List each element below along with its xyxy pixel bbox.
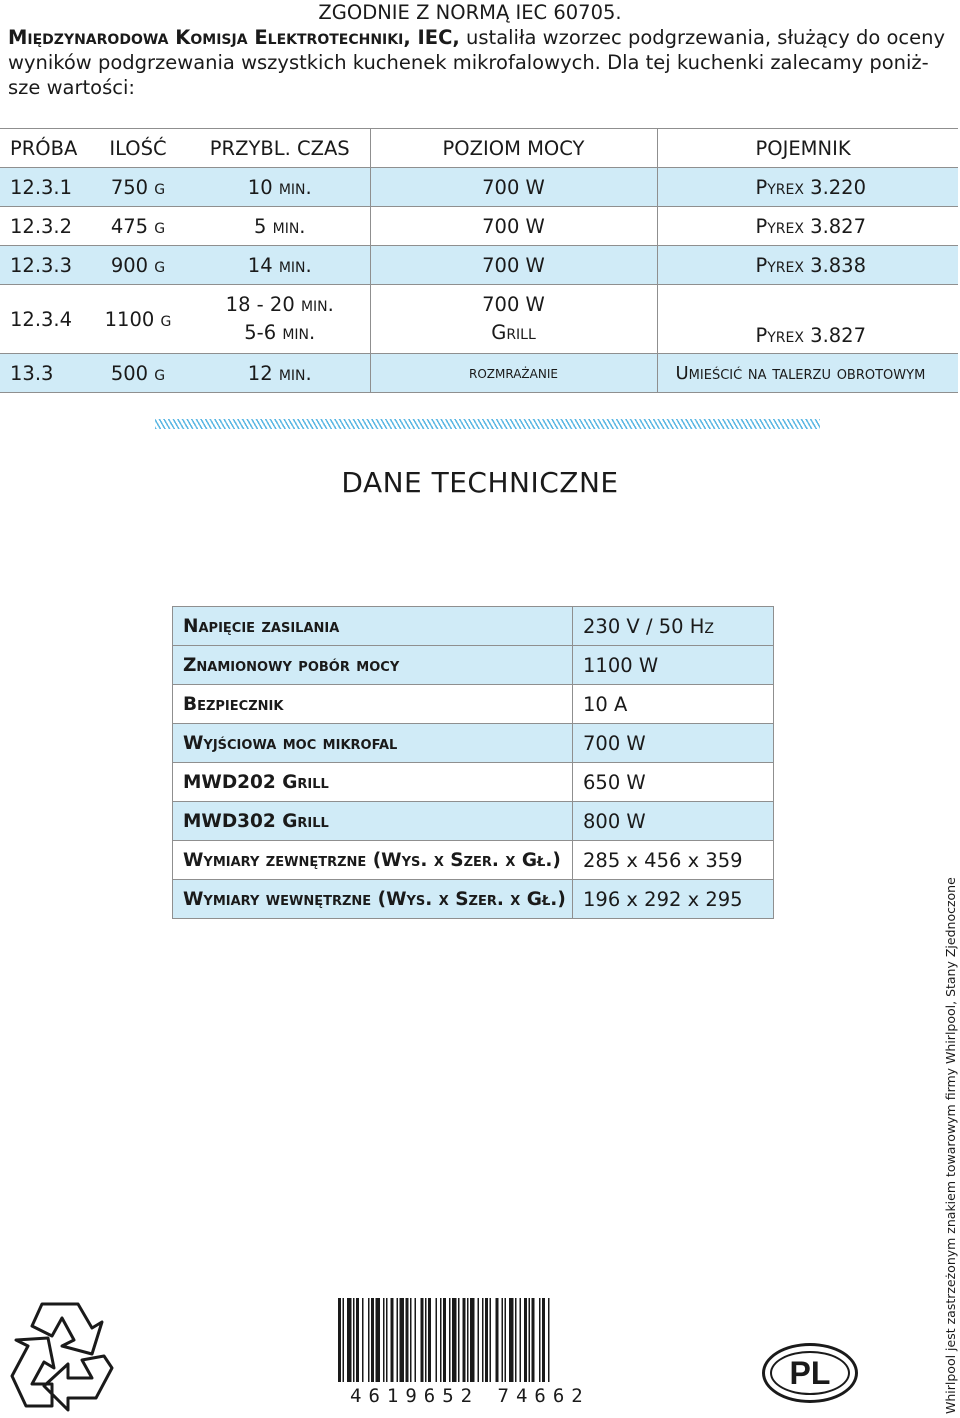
- barcode-bar: [397, 1298, 399, 1382]
- table-header-row: [0, 129, 958, 168]
- container-cell: Pyrex 3.220: [657, 168, 958, 207]
- table-row: [173, 763, 774, 802]
- header-time: PRZYBL. CZAS: [190, 129, 370, 168]
- quantity-cell: 750 g: [86, 168, 190, 207]
- spec-value: 1100 W: [573, 646, 774, 685]
- intro-text: ustaliła wzorzec podgrzewania, służący do oceny wyników podgrzewania wszystkich kuchenek mikrofalowych. Dla tej kuchenki zalecamy poniż-: [8, 26, 946, 74]
- power-cell: 700 W Grill: [370, 285, 657, 354]
- barcode-bar: [478, 1298, 480, 1382]
- barcode: [338, 1298, 620, 1382]
- container-cell: Pyrex 3.827: [657, 207, 958, 246]
- barcode-bar: [529, 1298, 531, 1382]
- time-cell: 18 - 20 min. 5-6 min.: [190, 285, 370, 354]
- barcode-bar: [458, 1298, 460, 1382]
- barcode-bar: [436, 1298, 438, 1382]
- barcode-bar: [532, 1298, 535, 1382]
- spec-value: 10 A: [573, 685, 774, 724]
- quantity-cell: 500 g: [86, 354, 190, 393]
- probe-cell: 13.3: [0, 354, 86, 393]
- table-row: [0, 207, 958, 246]
- spec-value: 650 W: [573, 763, 774, 802]
- spec-value: 800 W: [573, 802, 774, 841]
- barcode-bar: [371, 1298, 374, 1382]
- spec-label: Wymiary zewnętrzne (Wys. x Szer. x Gł.): [173, 841, 573, 880]
- container-cell: Umieścić na talerzu obrotowym: [657, 354, 958, 393]
- barcode-bar: [400, 1298, 405, 1382]
- recycle-icon: [4, 1298, 120, 1416]
- quantity-cell: 900 g: [86, 246, 190, 285]
- barcode-bar: [515, 1298, 517, 1382]
- barcode-bar: [376, 1298, 381, 1382]
- spec-label: Znamionowy pobór mocy: [173, 646, 573, 685]
- barcode-bar: [343, 1298, 345, 1382]
- spec-label: MWD302 Grill: [173, 802, 573, 841]
- barcode-bar: [440, 1298, 442, 1382]
- probe-cell: 12.3.1: [0, 168, 86, 207]
- trademark-note: Whirlpool jest zastrzeżonym znakiem towarowym firmy Whirlpool, Stany Zjednoczone: [943, 877, 958, 1414]
- barcode-bar: [524, 1298, 527, 1382]
- barcode-bar: [347, 1298, 352, 1382]
- barcode-bar: [548, 1298, 550, 1382]
- table-row: [173, 802, 774, 841]
- power-cell: 700 W: [370, 168, 657, 207]
- probe-cell: 12.3.3: [0, 246, 86, 285]
- header-container: POJEMNIK: [657, 129, 958, 168]
- power-cell: 700 W: [370, 246, 657, 285]
- table-row: [173, 841, 774, 880]
- container-cell: Pyrex 3.838: [657, 246, 958, 285]
- time-cell: 10 min.: [190, 168, 370, 207]
- heating-test-table: [0, 128, 958, 393]
- barcode-bar: [539, 1298, 541, 1382]
- table-row: [173, 880, 774, 919]
- quantity-cell: 475 g: [86, 207, 190, 246]
- quantity-cell: 1100 g: [86, 285, 190, 354]
- barcode-bar: [421, 1298, 424, 1382]
- table-row: [0, 354, 958, 393]
- barcode-bar: [386, 1298, 388, 1382]
- barcode-bar: [520, 1298, 522, 1382]
- barcode-bar: [467, 1298, 469, 1382]
- barcode-bar: [406, 1298, 409, 1382]
- barcode-bar: [496, 1298, 499, 1382]
- table-row: [0, 168, 958, 207]
- table-row: [173, 724, 774, 763]
- time-cell: 5 min.: [190, 207, 370, 246]
- country-code: PL: [789, 1354, 831, 1391]
- power-cell: rozmrażanie: [370, 354, 657, 393]
- barcode-bar: [425, 1298, 427, 1382]
- header-quantity: ILOŚĆ: [86, 129, 190, 168]
- intro-paragraph: [8, 25, 952, 100]
- norm-heading: ZGODNIE Z NORMĄ IEC 60705.: [318, 1, 622, 24]
- country-badge: [762, 1343, 858, 1403]
- barcode-bar: [485, 1298, 488, 1382]
- time-cell: 12 min.: [190, 354, 370, 393]
- table-row: [0, 246, 958, 285]
- barcode-bar: [470, 1298, 475, 1382]
- barcode-bar: [368, 1298, 370, 1382]
- power-cell: 700 W: [370, 207, 657, 246]
- spec-label: Bezpiecznik: [173, 685, 573, 724]
- section-title: DANE TECHNICZNE: [341, 466, 619, 499]
- spec-label: Wyjściowa moc mikrofal: [173, 724, 573, 763]
- barcode-bar: [505, 1298, 507, 1382]
- spec-label: MWD202 Grill: [173, 763, 573, 802]
- barcode-bar: [463, 1298, 466, 1382]
- technical-data-table: [172, 606, 774, 919]
- spec-label: Wymiary wewnętrzne (Wys. x Szer. x Gł.): [173, 880, 573, 919]
- barcode-bar: [490, 1298, 492, 1382]
- barcode-bar: [338, 1298, 341, 1382]
- spec-value: 285 x 456 x 359: [573, 841, 774, 880]
- table-row: [173, 685, 774, 724]
- header-power: POZIOM MOCY: [370, 129, 657, 168]
- container-cell: Pyrex 3.827: [657, 285, 958, 354]
- spec-value: 700 W: [573, 724, 774, 763]
- barcode-bar: [443, 1298, 446, 1382]
- barcode-bar: [509, 1298, 514, 1382]
- table-row: [173, 646, 774, 685]
- barcode-bar: [502, 1298, 504, 1382]
- intro-section: [8, 0, 952, 100]
- barcode-bar: [542, 1298, 545, 1382]
- table-row: [173, 607, 774, 646]
- probe-cell: 12.3.4: [0, 285, 86, 354]
- barcode-bar: [428, 1298, 431, 1382]
- spec-label: Napięcie zasilania: [173, 607, 573, 646]
- table-row: [0, 285, 958, 354]
- spec-value: 230 V / 50 Hz: [573, 607, 774, 646]
- barcode-bar: [452, 1298, 457, 1382]
- barcode-bar: [482, 1298, 484, 1382]
- barcode-bar: [415, 1298, 417, 1382]
- barcode-bar: [362, 1298, 364, 1382]
- header-probe: PRÓBA: [0, 129, 86, 168]
- hatched-separator: [155, 419, 820, 429]
- barcode-bar: [410, 1298, 412, 1382]
- barcode-bar: [356, 1298, 359, 1382]
- spec-value: 196 x 292 x 295: [573, 880, 774, 919]
- barcode-bar: [449, 1298, 451, 1382]
- barcode-bar: [383, 1298, 385, 1382]
- barcode-bar: [391, 1298, 394, 1382]
- barcode-digits: 4619652 74662: [350, 1385, 590, 1407]
- time-cell: 14 min.: [190, 246, 370, 285]
- probe-cell: 12.3.2: [0, 207, 86, 246]
- intro-text-end: sze wartości:: [8, 76, 135, 99]
- barcode-bar: [353, 1298, 355, 1382]
- organization-name: Międzynarodowa Komisja Elektrotechniki, IEC,: [8, 26, 460, 49]
